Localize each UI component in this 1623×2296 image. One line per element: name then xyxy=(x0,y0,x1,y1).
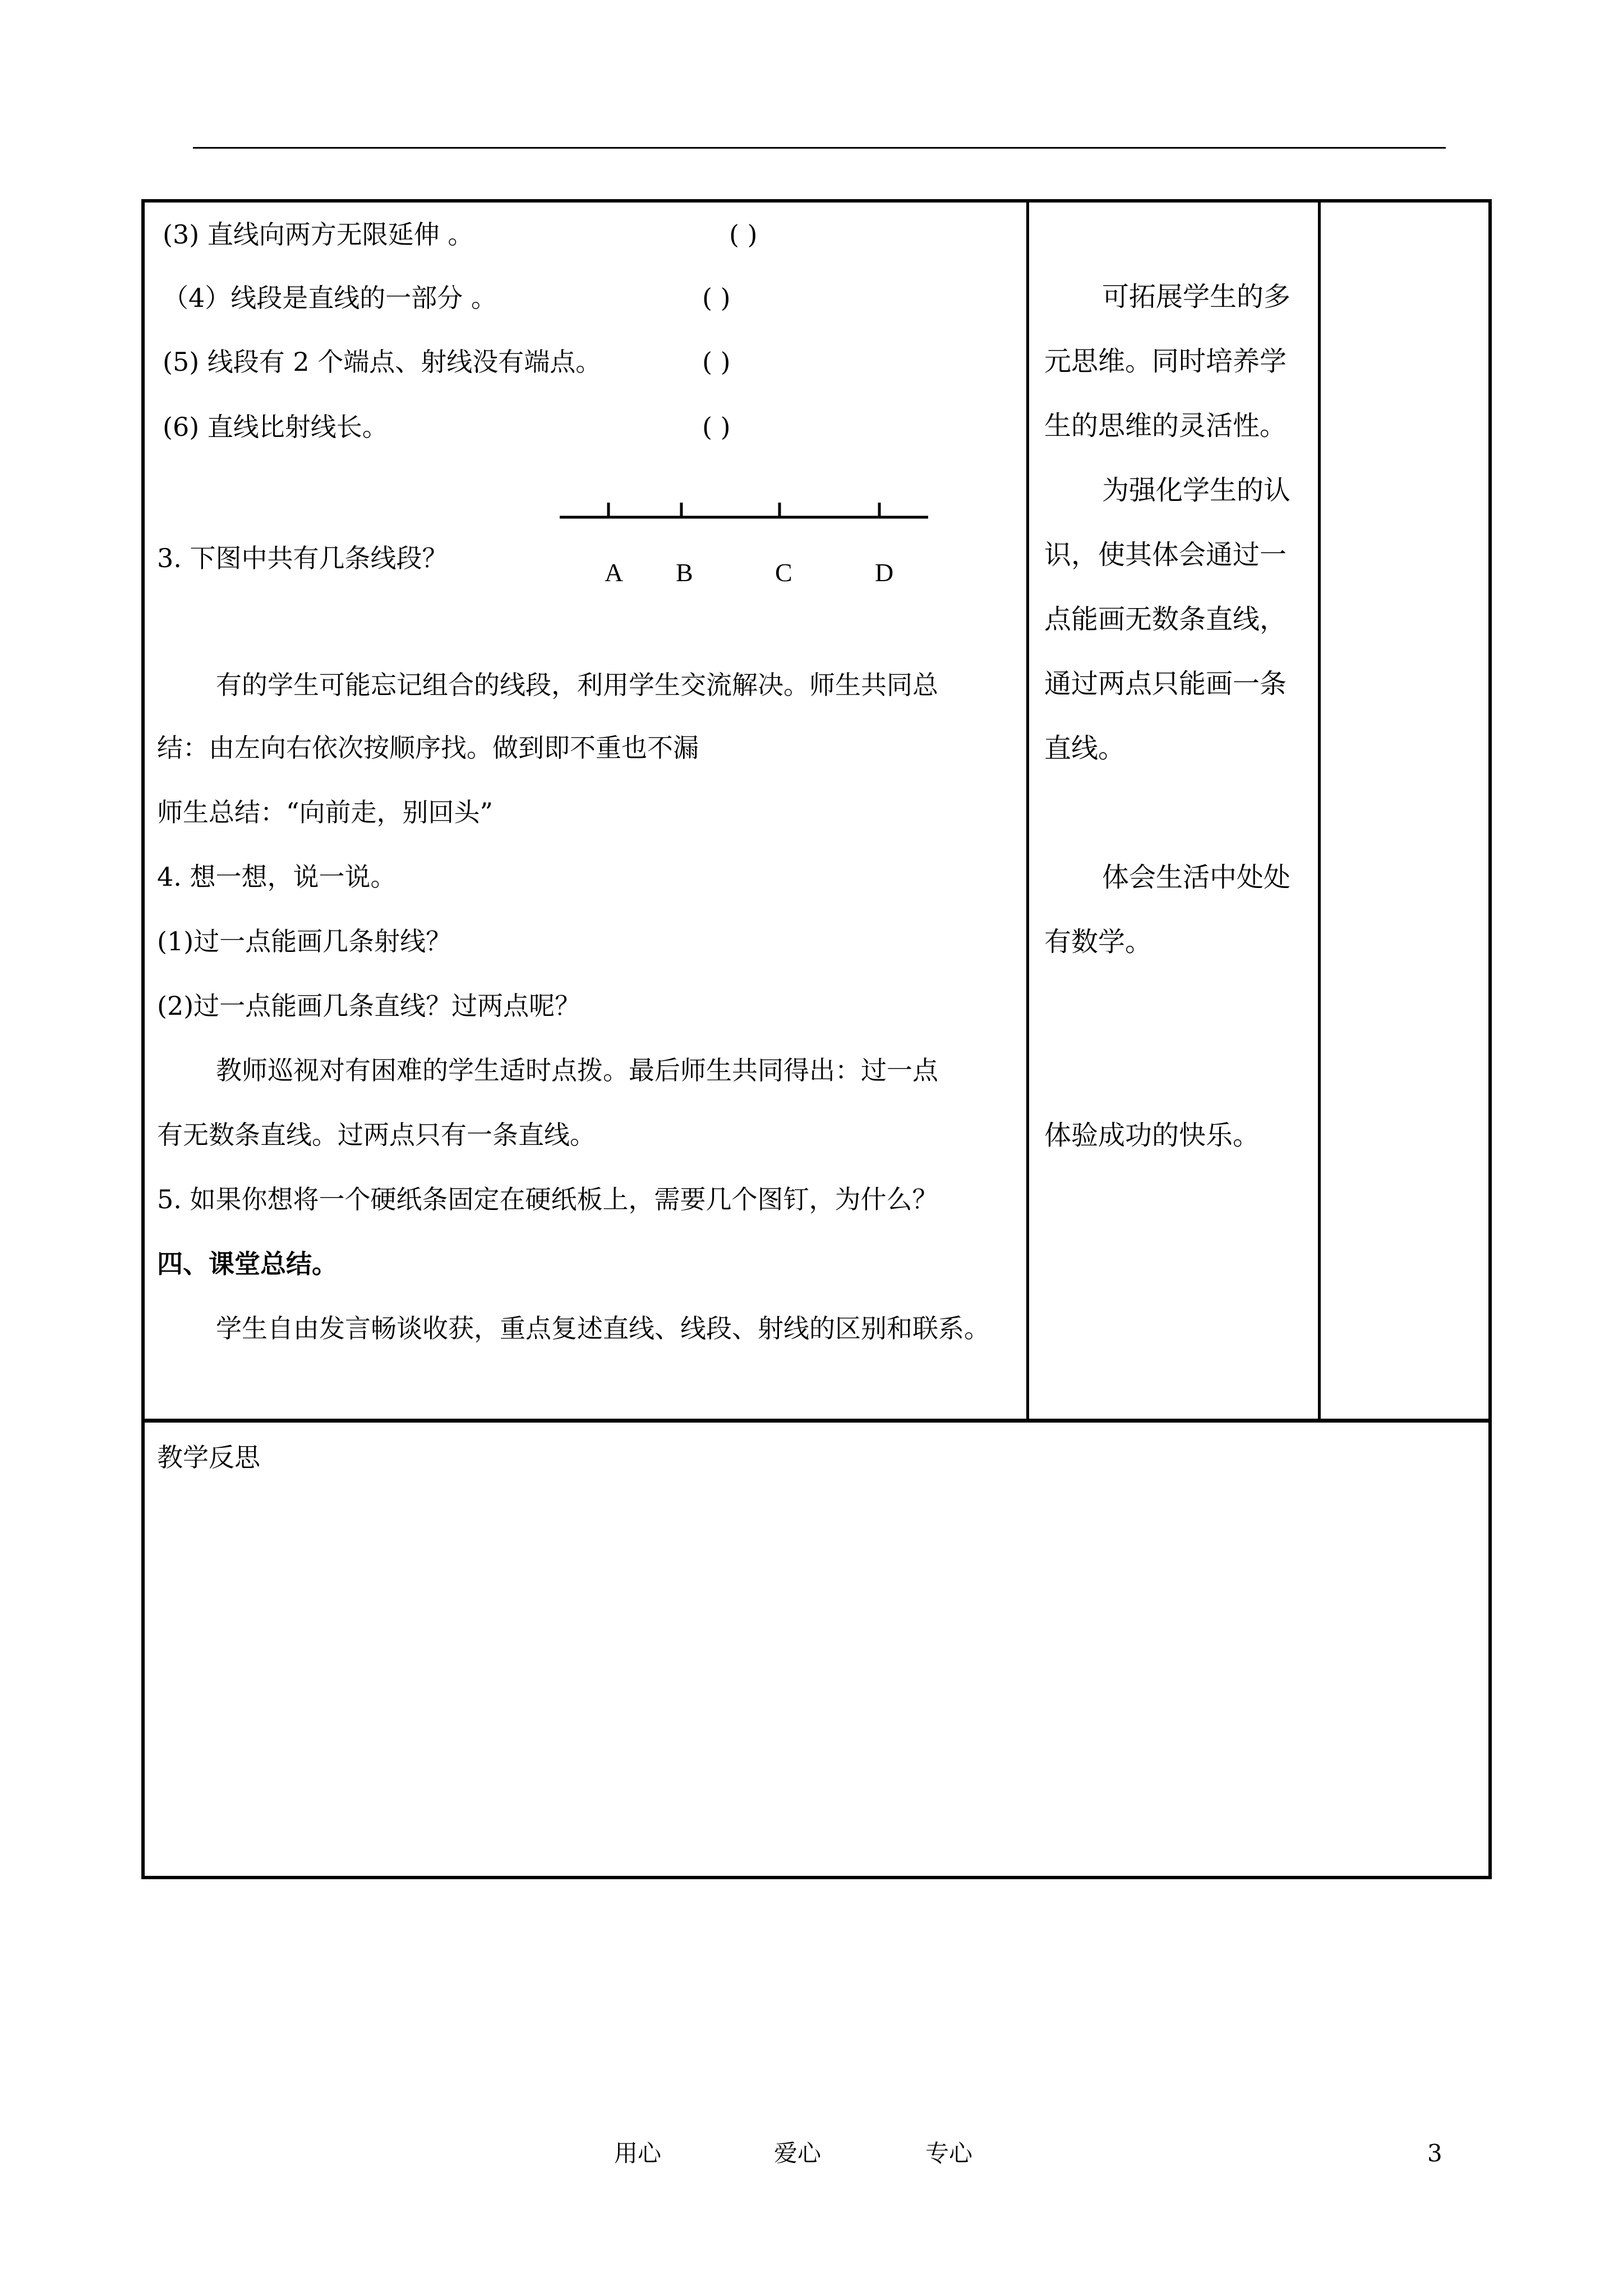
side-note-line: 有数学。 xyxy=(1044,926,1152,958)
question-4-2: (2)过一点能画几条直线？过两点呢？ xyxy=(157,991,581,1021)
footer-item: 专心 xyxy=(925,2139,973,2167)
point-label-a: A xyxy=(605,558,624,587)
segment-figure xyxy=(555,494,937,595)
side-note-line: 为强化学生的认 xyxy=(1102,475,1291,506)
page-number: 3 xyxy=(1427,2139,1442,2167)
side-note-line: 点能画无数条直线， xyxy=(1044,604,1287,635)
point-label-b: B xyxy=(676,558,693,587)
reflection-label: 教学反思 xyxy=(157,1442,260,1473)
side-note-line: 体会生活中处处 xyxy=(1102,862,1291,893)
side-note-line: 直线。 xyxy=(1044,733,1126,764)
paragraph-line: 师生总结：“向前走，别回头” xyxy=(157,797,494,827)
side-note-line: 识，使其体会通过一 xyxy=(1044,539,1287,570)
question-4-tf: （4）线段是直线的一部分 。 xyxy=(163,283,497,313)
reflection-table xyxy=(141,1419,1492,1879)
question-3-tf: (3) 直线向两方无限延伸 。 xyxy=(163,219,474,250)
paragraph-line: 结：由左向右依次按顺序找。做到即不重也不漏 xyxy=(157,733,699,763)
paragraph-line: 教师巡视对有困难的学生适时点拨。最后师生共同得出：过一点 xyxy=(216,1055,938,1085)
answer-blank: ( ) xyxy=(702,283,731,313)
question-4: 4. 想一想，说一说。 xyxy=(157,862,396,892)
answer-blank: ( ) xyxy=(729,219,758,250)
question-6-tf: (6) 直线比射线长。 xyxy=(163,412,388,442)
side-note-line: 体验成功的快乐。 xyxy=(1044,1120,1260,1151)
side-note-line: 通过两点只能画一条 xyxy=(1044,668,1287,700)
point-label-c: C xyxy=(775,558,792,587)
paragraph-line: 学生自由发言畅谈收获，重点复述直线、线段、射线的区别和联系。 xyxy=(216,1313,990,1343)
question-5-tf: (5) 线段有 2 个端点、射线没有端点。 xyxy=(163,347,602,377)
point-label-d: D xyxy=(875,558,894,587)
question-3-prompt: 3. 下图中共有几条线段？ xyxy=(157,543,448,573)
side-note-line: 生的思维的灵活性。 xyxy=(1044,410,1287,441)
question-4-1: (1)过一点能画几条射线？ xyxy=(157,926,452,956)
header-rule xyxy=(193,147,1446,149)
side-note-line: 可拓展学生的多 xyxy=(1102,281,1291,312)
side-note-line: 元思维。同时培养学 xyxy=(1044,346,1287,377)
section-heading: 四、课堂总结。 xyxy=(157,1249,338,1279)
footer-item: 用心 xyxy=(614,2139,662,2167)
answer-blank: ( ) xyxy=(702,347,731,377)
question-5: 5. 如果你想将一个硬纸条固定在硬纸板上，需要几个图钉，为什么？ xyxy=(157,1184,938,1214)
table-column-divider xyxy=(1026,199,1029,1422)
answer-blank: ( ) xyxy=(702,412,731,442)
table-column-divider xyxy=(1318,199,1321,1422)
footer-item: 爱心 xyxy=(774,2139,822,2167)
paragraph-line: 有无数条直线。过两点只有一条直线。 xyxy=(157,1120,596,1150)
paragraph-line: 有的学生可能忘记组合的线段，利用学生交流解决。师生共同总 xyxy=(216,670,938,700)
